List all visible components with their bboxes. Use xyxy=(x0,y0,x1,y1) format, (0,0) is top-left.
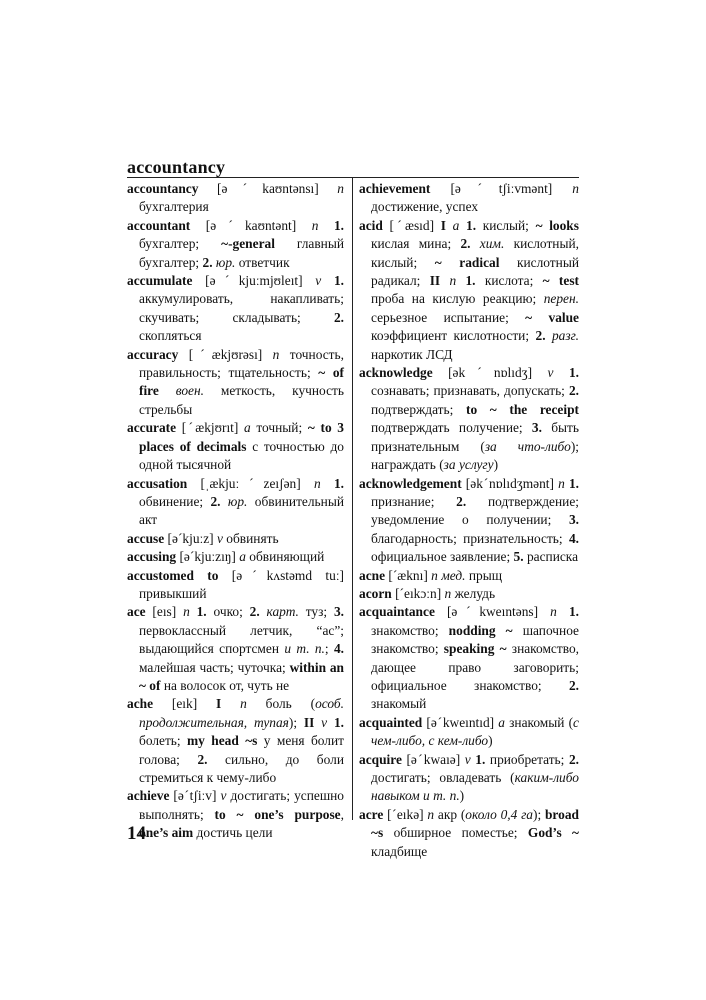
dictionary-entry: accuse [əˊkjuːz] v обвинять xyxy=(127,530,279,546)
dictionary-entry: acknowledgement [əkˊnɒlıdʒmənt] n 1. признание; 2. подтверждение; уведомление о получении; 3. благодарность; признательность; 4. официальное заявление; 5. расписка xyxy=(359,475,580,565)
dictionary-entry: accountancy [əˊkaʊntənsı] n бухгалтерия xyxy=(127,181,344,215)
right-column xyxy=(359,180,579,861)
page-number: 14 xyxy=(127,823,146,844)
dictionary-entry: accusation [ˌækjuːˊzeıʃən] n 1. обвинение; 2. юр. обвинительный акт xyxy=(127,475,344,528)
dictionary-entry: accuracy [ˊækjʊrəsı] n точность, правильность; тщательность; ~ of fire воен. меткость, кучность стрельбы xyxy=(127,346,345,417)
running-head: accountancy xyxy=(127,157,226,177)
dictionary-entry: acquaintance [əˊkweıntəns] n 1. знакомство; nodding ~ шапочное знакомство; speaking ~ знакомство, дающее право заговорить; официальное знакомство; 2. знакомый xyxy=(359,604,579,712)
left-column xyxy=(127,180,344,843)
dictionary-entry: acre [ˊeıkə] n акр (около 0,4 га); broad ~s обширное поместье; God’s ~ кладбище xyxy=(359,806,579,859)
column-divider xyxy=(352,177,353,820)
dictionary-entry: achievement [əˊtʃiːvmənt] n достижение, успех xyxy=(359,181,579,215)
dictionary-entry: acorn [ˊeıkɔːn] n желудь xyxy=(359,585,496,601)
dictionary-entry: accumulate [əˊkjuːmjʊleıt] v 1. аккумулировать, накапливать; скучивать; складывать; 2. скопляться xyxy=(127,273,344,344)
dictionary-entry: accountant [əˊkaʊntənt] n 1. бухгалтер; ~-general главный бухгалтер; 2. юр. ответчик xyxy=(127,217,344,270)
dictionary-entry: acid [ˊæsıd] I a 1. кислый; ~ looks кислая мина; 2. хим. кислотный, кислый; ~ radical кислотный радикал; II n 1. кислота; ~ test проба на кислую реакцию; перен. серьезное испытание; ~ value коэффициент кислотности; 2. разг. наркотик ЛСД xyxy=(359,217,579,362)
dictionary-entry: accurate [ˊækjʊrıt] a точный; ~ to 3 places of decimals с точностью до одной тысячной xyxy=(127,420,344,473)
dictionary-entry: acknowledge [əkˊnɒlıdʒ] v 1. сознавать; признавать, допускать; 2. подтверждать; to ~ the receipt подтверждать получение; 3. быть признательным (за что-либо); награждать (за услугу) xyxy=(359,365,580,473)
header-rule xyxy=(127,177,579,178)
dictionary-entry: acquainted [əˊkweıntıd] a знакомый (с чем-либо, с кем-либо) xyxy=(359,714,579,749)
dictionary-entry: acne [ˊæknı] n мед. прыщ xyxy=(359,567,503,583)
dictionary-entry: ache [eık] I n боль (особ. продолжительная, тупая); II v 1. болеть; my head ~s у меня болит голова; 2. сильно, до боли стремиться к чему-либо xyxy=(127,696,345,785)
dictionary-entry: acquire [əˊkwaıə] v 1. приобретать; 2. достигать; овладевать (каким-либо навыком и т. п.) xyxy=(359,751,579,804)
dictionary-entry: accusing [əˊkjuːzıŋ] a обвиняющий xyxy=(127,549,325,565)
dictionary-entry: achieve [əˊtʃiːv] v достигать; успешно выполнять; to ~ one’s purpose, one’s aim достичь цели xyxy=(127,788,344,841)
dictionary-entry: accustomed to [əˊkʌstəmd tuː] привыкший xyxy=(127,567,344,601)
dictionary-entry: ace [eıs] n 1. очко; 2. карт. туз; 3. первоклассный летчик, “ас”; выдающийся спортсмен и т. п.; 4. малейшая часть; чуточка; within an ~ of на волосок от, чуть не xyxy=(127,604,344,693)
